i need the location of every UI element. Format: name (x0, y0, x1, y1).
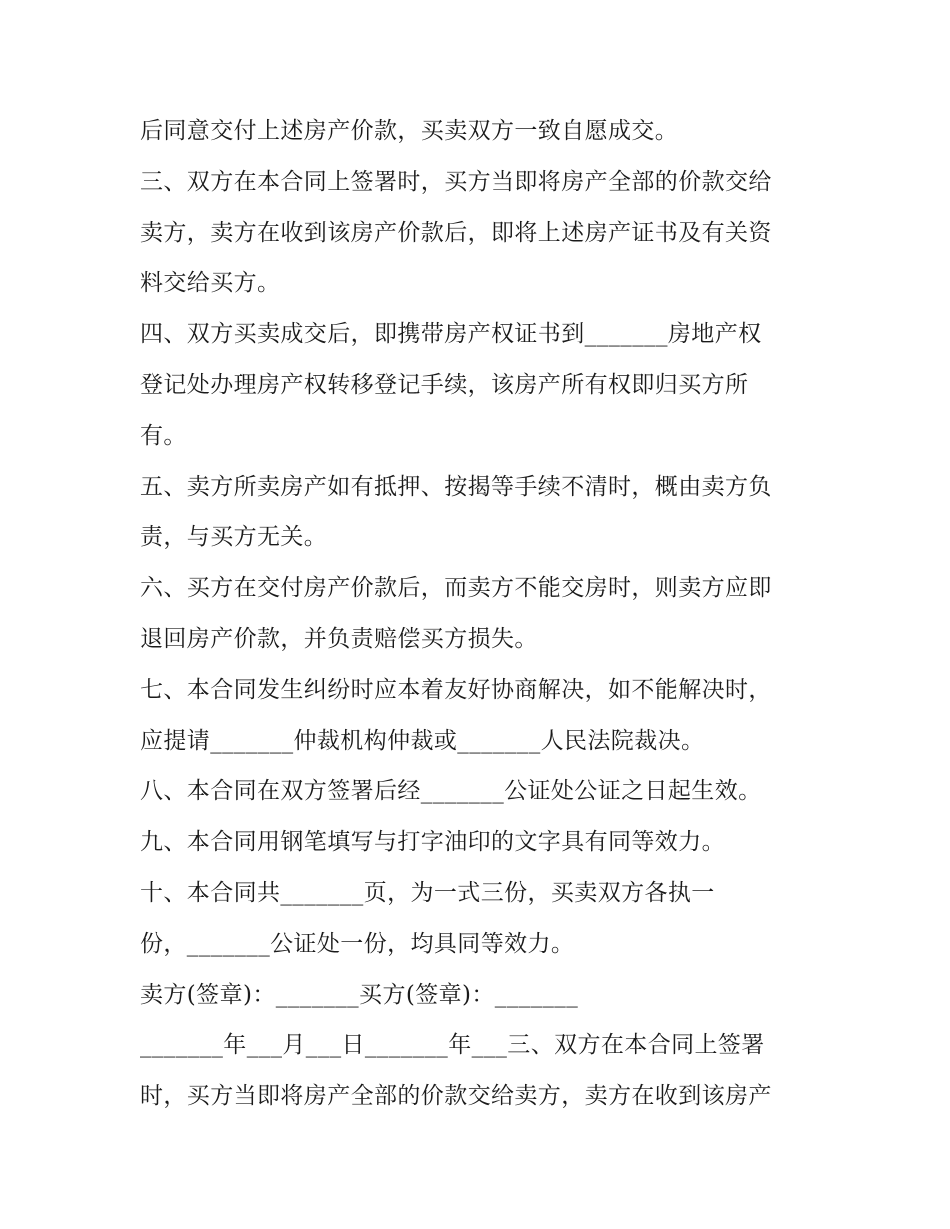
text-line: 退回房产价款，并负责赔偿买方损失。 (140, 625, 538, 652)
text-line: 责，与买方无关。 (140, 524, 328, 551)
text-line: 五、卖方所卖房产如有抵押、按揭等手续不清时，概由卖方负 (140, 473, 772, 500)
text-line: 六、买方在交付房产价款后，而卖方不能交房时，则卖方应即 (140, 575, 772, 602)
text-line: 十、本合同共_______页，为一式三份，买卖双方各执一 (140, 879, 715, 906)
text-line: 料交给买方。 (140, 270, 281, 297)
text-line: 应提请_______仲裁机构仲裁或_______人民法院裁决。 (140, 727, 705, 754)
text-line: 时，买方当即将房产全部的价款交给卖方，卖方在收到该房产 (140, 1083, 772, 1110)
text-line: 九、本合同用钢笔填写与打字油印的文字具有同等效力。 (140, 829, 725, 856)
text-line: 七、本合同发生纠纷时应本着友好协商解决，如不能解决时， (140, 676, 772, 703)
date-line: _______年___月___日_______年___三、双方在本合同上签署 (140, 1032, 765, 1059)
text-line: 四、双方买卖成交后，即携带房产权证书到_______房地产权 (140, 321, 762, 348)
signature-line: 卖方(签章)：_______买方(签章)：_______ (140, 981, 579, 1008)
contract-text (140, 106, 820, 1122)
text-line: 八、本合同在双方签署后经_______公证处公证之日起生效。 (140, 778, 762, 805)
text-line: 三、双方在本合同上签署时，买方当即将房产全部的价款交给 (140, 168, 772, 195)
text-line: 份，_______公证处一份，均具同等效力。 (140, 930, 575, 957)
text-line: 登记处办理房产权转移登记手续，该房产所有权即归买方所 (140, 371, 749, 398)
text-line: 卖方，卖方在收到该房产价款后，即将上述房产证书及有关资 (140, 219, 772, 246)
text-line: 有。 (140, 422, 187, 449)
text-line: 后同意交付上述房产价款，买卖双方一致自愿成交。 (140, 118, 679, 144)
